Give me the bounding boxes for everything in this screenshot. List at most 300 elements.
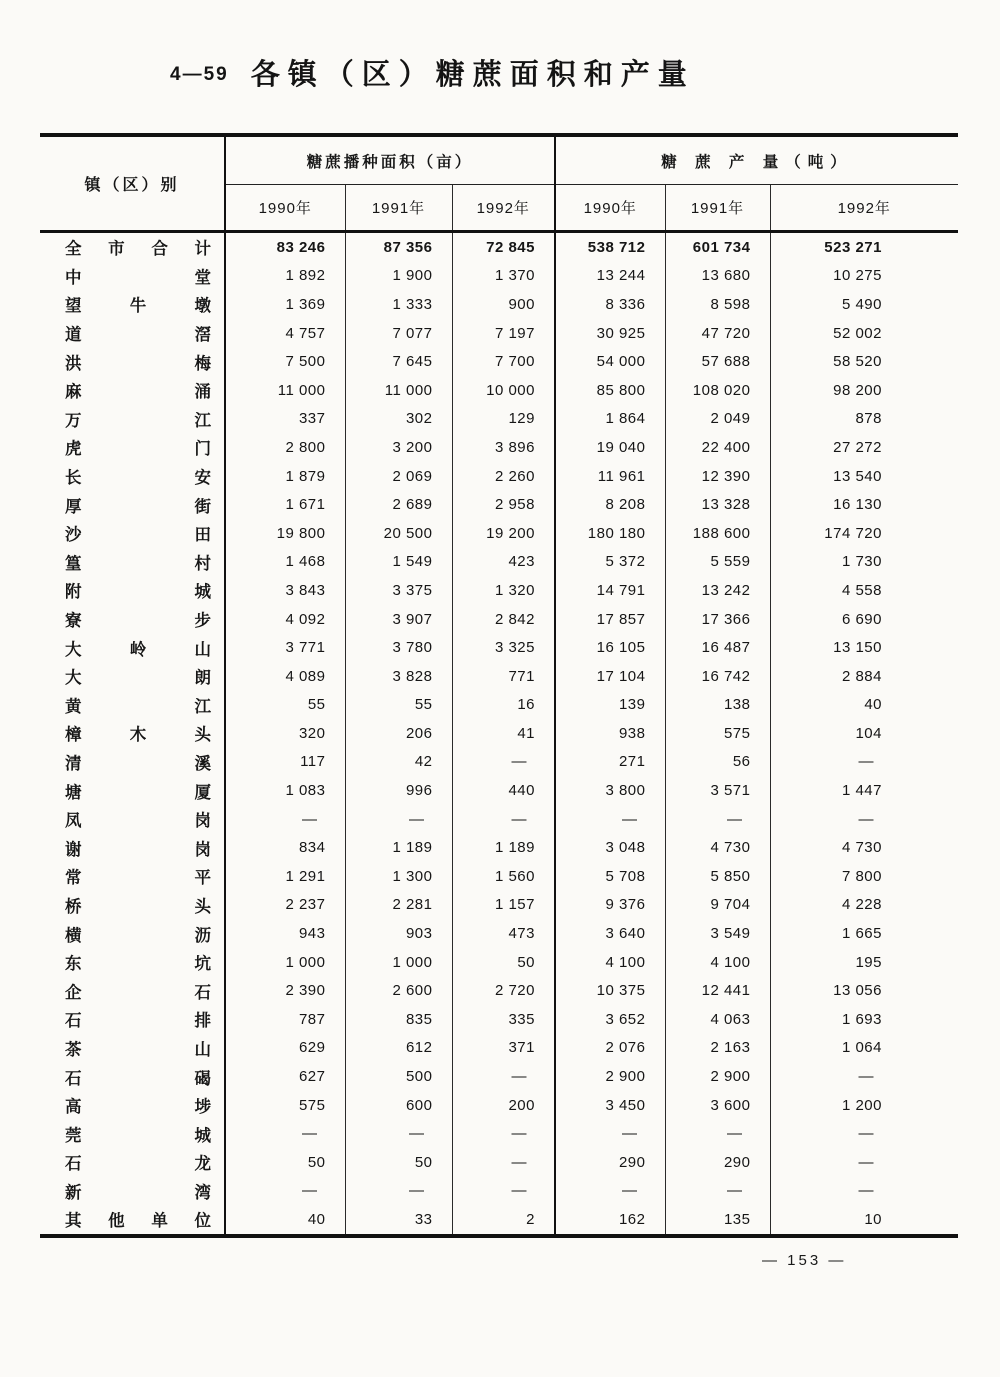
value-cell: 7 645	[345, 347, 452, 376]
value-cell: 1 000	[225, 948, 345, 977]
town-name	[40, 719, 225, 748]
town-name	[40, 433, 225, 462]
town-name	[40, 490, 225, 519]
table-row	[40, 462, 958, 491]
value-cell: 2 163	[665, 1034, 770, 1063]
value-cell: 440	[452, 776, 555, 805]
value-cell: 1 369	[225, 290, 345, 319]
value-cell: 16 130	[833, 496, 882, 514]
year-header: 1991年	[665, 185, 770, 232]
town-name-text: 麻 涌	[65, 383, 211, 402]
table-row	[40, 1205, 958, 1236]
value-cell: 200	[452, 1091, 555, 1120]
town-name-text: 茶 山	[65, 1040, 211, 1059]
town-name-text: 黄 江	[65, 697, 211, 716]
value-cell: 7 197	[452, 319, 555, 348]
year-header: 1990年	[555, 185, 665, 232]
value-cell: 2 076	[555, 1034, 665, 1063]
value-cell: 2 958	[452, 490, 555, 519]
value-cell: 19 200	[452, 519, 555, 548]
town-name-text: 凤 岗	[65, 812, 211, 831]
town-name	[40, 776, 225, 805]
value-cell: 50	[225, 1148, 345, 1177]
value-cell: 10 275	[833, 267, 882, 285]
value-cell: 1 200	[841, 1096, 882, 1114]
town-name	[40, 1148, 225, 1177]
value-cell: —	[858, 810, 874, 828]
value-cell: 85 800	[555, 376, 665, 405]
value-cell: 538 712	[555, 232, 665, 262]
town-name-text: 石 龙	[65, 1155, 211, 1174]
value-cell: 575	[225, 1091, 345, 1120]
value-cell: —	[225, 1177, 345, 1206]
town-name	[40, 1034, 225, 1063]
value-cell: 27 272	[833, 438, 882, 456]
table-row	[40, 1148, 958, 1177]
value-cell: 72 845	[452, 232, 555, 262]
value-cell: 2 720	[452, 976, 555, 1005]
value-cell: 16	[452, 691, 555, 720]
value-cell: —	[858, 1182, 874, 1200]
town-name-text: 虎 门	[65, 440, 211, 459]
value-cell: 600	[345, 1091, 452, 1120]
table-row	[40, 1119, 958, 1148]
value-cell: 4 089	[225, 662, 345, 691]
value-cell: 1 189	[345, 833, 452, 862]
value-cell: —	[452, 1062, 555, 1091]
value-cell: 52 002	[833, 324, 882, 342]
value-cell: 2 260	[452, 462, 555, 491]
value-cell: 3 325	[452, 633, 555, 662]
table-row	[40, 862, 958, 891]
town-name-text: 望 牛 墩	[65, 297, 211, 316]
table-header	[40, 135, 958, 232]
value-cell: —	[665, 805, 770, 834]
table-row	[40, 891, 958, 920]
value-cell: 4 100	[665, 948, 770, 977]
value-cell: 17 366	[665, 605, 770, 634]
value-cell: —	[555, 1119, 665, 1148]
value-cell: 3 896	[452, 433, 555, 462]
value-cell: 601 734	[665, 232, 770, 262]
value-cell: 11 961	[555, 462, 665, 491]
town-name-text: 新 湾	[65, 1183, 211, 1202]
value-cell: —	[452, 1148, 555, 1177]
table-row	[40, 833, 958, 862]
value-cell: 4 228	[841, 896, 882, 914]
value-cell: 337	[225, 405, 345, 434]
value-cell: —	[225, 805, 345, 834]
value-cell: 3 800	[555, 776, 665, 805]
value-cell: —	[555, 1177, 665, 1206]
table-row	[40, 662, 958, 691]
town-name-text: 洪 梅	[65, 354, 211, 373]
town-name	[40, 862, 225, 891]
town-name	[40, 948, 225, 977]
value-cell: —	[452, 805, 555, 834]
value-cell: 41	[452, 719, 555, 748]
value-cell: 302	[345, 405, 452, 434]
value-cell: 8 336	[555, 290, 665, 319]
value-cell: 1 665	[841, 925, 882, 943]
town-name-text: 全 市 合 计	[65, 240, 211, 259]
value-cell: 56	[665, 748, 770, 777]
value-cell: 1 879	[225, 462, 345, 491]
value-cell: 5 490	[841, 295, 882, 313]
table-row	[40, 290, 958, 319]
town-name	[40, 1005, 225, 1034]
value-cell: 87 356	[345, 232, 452, 262]
value-cell: 2 900	[555, 1062, 665, 1091]
value-cell: 3 048	[555, 833, 665, 862]
value-cell: 12 441	[665, 976, 770, 1005]
value-cell: 2 884	[841, 667, 882, 685]
town-name	[40, 805, 225, 834]
town-name-text: 长 安	[65, 469, 211, 488]
value-cell: —	[452, 1119, 555, 1148]
value-cell: 1 730	[841, 553, 882, 571]
value-cell: 320	[225, 719, 345, 748]
value-cell: 2 281	[345, 891, 452, 920]
value-cell: 1 333	[345, 290, 452, 319]
value-cell: 271	[555, 748, 665, 777]
table-row	[40, 691, 958, 720]
value-cell: 47 720	[665, 319, 770, 348]
value-cell: 10	[864, 1210, 882, 1228]
value-cell: 3 652	[555, 1005, 665, 1034]
town-name-text: 樟 木 头	[65, 726, 211, 745]
town-name	[40, 976, 225, 1005]
town-name	[40, 232, 225, 262]
value-cell: 1 320	[452, 576, 555, 605]
group-header-output: 糖 蔗 产 量（吨）	[555, 135, 958, 185]
value-cell: —	[858, 1068, 874, 1086]
value-cell: 11 000	[345, 376, 452, 405]
table-number: 4—59	[170, 64, 229, 85]
value-cell: 139	[555, 691, 665, 720]
value-cell: 1 064	[841, 1039, 882, 1057]
town-name-text: 莞 城	[65, 1126, 211, 1145]
value-cell: 3 200	[345, 433, 452, 462]
value-cell: 13 680	[665, 262, 770, 291]
group-header-row	[40, 135, 958, 185]
value-cell: —	[858, 1125, 874, 1143]
value-cell: 943	[225, 919, 345, 948]
value-cell: 42	[345, 748, 452, 777]
town-name-text: 道 滘	[65, 326, 211, 345]
value-cell: 13 328	[665, 490, 770, 519]
value-cell: 4 558	[841, 581, 882, 599]
value-cell: 878	[855, 410, 882, 428]
value-cell: 996	[345, 776, 452, 805]
value-cell: 58 520	[833, 353, 882, 371]
value-cell: 16 105	[555, 633, 665, 662]
value-cell: 903	[345, 919, 452, 948]
town-name-text: 大 朗	[65, 669, 211, 688]
value-cell: —	[345, 1177, 452, 1206]
town-name	[40, 462, 225, 491]
value-cell: 9 704	[665, 891, 770, 920]
table-row	[40, 1034, 958, 1063]
value-cell: 2 842	[452, 605, 555, 634]
table-row	[40, 633, 958, 662]
value-cell: 138	[665, 691, 770, 720]
value-cell: 575	[665, 719, 770, 748]
table-row	[40, 490, 958, 519]
value-cell: 2 900	[665, 1062, 770, 1091]
town-name-text: 大 岭 山	[65, 640, 211, 659]
year-header: 1992年	[452, 185, 555, 232]
town-name	[40, 290, 225, 319]
value-cell: 835	[345, 1005, 452, 1034]
value-cell: 4 730	[841, 839, 882, 857]
value-cell: 1 671	[225, 490, 345, 519]
value-cell: 2 049	[665, 405, 770, 434]
value-cell: 3 907	[345, 605, 452, 634]
value-cell: 2 689	[345, 490, 452, 519]
value-cell: 14 791	[555, 576, 665, 605]
value-cell: 335	[452, 1005, 555, 1034]
statistics-table	[40, 133, 958, 1238]
town-name-text: 寮 步	[65, 612, 211, 631]
table-row	[40, 1091, 958, 1120]
value-cell: 4 092	[225, 605, 345, 634]
value-cell: 17 857	[555, 605, 665, 634]
value-cell: 3 549	[665, 919, 770, 948]
town-name-text: 谢 岗	[65, 840, 211, 859]
value-cell: 5 372	[555, 548, 665, 577]
value-cell: 57 688	[665, 347, 770, 376]
table-row	[40, 919, 958, 948]
value-cell: 2 069	[345, 462, 452, 491]
town-name-text: 附 城	[65, 583, 211, 602]
town-name-text: 石 排	[65, 1012, 211, 1031]
value-cell: —	[452, 748, 555, 777]
town-name	[40, 376, 225, 405]
town-name-text: 清 溪	[65, 754, 211, 773]
town-name	[40, 1177, 225, 1206]
value-cell: 7 700	[452, 347, 555, 376]
table-row	[40, 1062, 958, 1091]
value-cell: 1 000	[345, 948, 452, 977]
value-cell: 290	[555, 1148, 665, 1177]
value-cell: 1 370	[452, 262, 555, 291]
value-cell: 629	[225, 1034, 345, 1063]
value-cell: 1 900	[345, 262, 452, 291]
year-header: 1991年	[345, 185, 452, 232]
town-name	[40, 519, 225, 548]
town-name-text: 厚 街	[65, 497, 211, 516]
value-cell: 50	[345, 1148, 452, 1177]
table-row	[40, 976, 958, 1005]
group-header-area: 糖蔗播种面积（亩）	[225, 135, 555, 185]
town-name	[40, 633, 225, 662]
town-name-text: 沙 田	[65, 526, 211, 545]
value-cell: 55	[225, 691, 345, 720]
value-cell: 523 271	[824, 238, 882, 256]
value-cell: 1 083	[225, 776, 345, 805]
value-cell: —	[345, 1119, 452, 1148]
town-name	[40, 748, 225, 777]
row-label-header: 镇（区）别	[40, 135, 225, 232]
value-cell: 13 540	[833, 467, 882, 485]
value-cell: 33	[345, 1205, 452, 1236]
year-header: 1990年	[225, 185, 345, 232]
value-cell: 290	[665, 1148, 770, 1177]
table-row	[40, 1005, 958, 1034]
value-cell: 16 742	[665, 662, 770, 691]
value-cell: 3 600	[665, 1091, 770, 1120]
value-cell: 4 730	[665, 833, 770, 862]
value-cell: 1 549	[345, 548, 452, 577]
value-cell: 83 246	[225, 232, 345, 262]
table-body	[40, 232, 958, 1236]
value-cell: —	[555, 805, 665, 834]
value-cell: 135	[665, 1205, 770, 1236]
value-cell: 2 800	[225, 433, 345, 462]
table-row	[40, 719, 958, 748]
table-row	[40, 805, 958, 834]
value-cell: 162	[555, 1205, 665, 1236]
value-cell: —	[452, 1177, 555, 1206]
town-name	[40, 1062, 225, 1091]
value-cell: 22 400	[665, 433, 770, 462]
total-row	[40, 232, 958, 262]
town-name	[40, 1091, 225, 1120]
table-row	[40, 262, 958, 291]
value-cell: 7 800	[841, 867, 882, 885]
value-cell: 4 757	[225, 319, 345, 348]
value-cell: 612	[345, 1034, 452, 1063]
value-cell: 10 000	[452, 376, 555, 405]
value-cell: 3 843	[225, 576, 345, 605]
value-cell: 13 242	[665, 576, 770, 605]
table-row	[40, 605, 958, 634]
value-cell: 12 390	[665, 462, 770, 491]
table-row	[40, 576, 958, 605]
page-title: 各镇（区）糖蔗面积和产量	[250, 59, 695, 91]
value-cell: 16 487	[665, 633, 770, 662]
value-cell: 13 244	[555, 262, 665, 291]
value-cell: 4 100	[555, 948, 665, 977]
value-cell: 5 559	[665, 548, 770, 577]
value-cell: 423	[452, 548, 555, 577]
value-cell: 3 828	[345, 662, 452, 691]
table-row	[40, 748, 958, 777]
value-cell: 5 708	[555, 862, 665, 891]
value-cell: 54 000	[555, 347, 665, 376]
value-cell: 1 560	[452, 862, 555, 891]
value-cell: 627	[225, 1062, 345, 1091]
value-cell: 1 693	[841, 1010, 882, 1028]
town-name	[40, 833, 225, 862]
value-cell: 5 850	[665, 862, 770, 891]
table-row	[40, 548, 958, 577]
table-row	[40, 405, 958, 434]
value-cell: 500	[345, 1062, 452, 1091]
value-cell: 900	[452, 290, 555, 319]
value-cell: 9 376	[555, 891, 665, 920]
town-name-text: 高 埗	[65, 1098, 211, 1117]
town-name	[40, 662, 225, 691]
value-cell: 8 598	[665, 290, 770, 319]
value-cell: 17 104	[555, 662, 665, 691]
table-row	[40, 948, 958, 977]
value-cell: 195	[855, 953, 882, 971]
value-cell: 129	[452, 405, 555, 434]
table-row	[40, 347, 958, 376]
value-cell: 371	[452, 1034, 555, 1063]
value-cell: 180 180	[555, 519, 665, 548]
value-cell: 6 690	[841, 610, 882, 628]
value-cell: 1 157	[452, 891, 555, 920]
value-cell: —	[225, 1119, 345, 1148]
town-name	[40, 548, 225, 577]
town-name	[40, 319, 225, 348]
value-cell: 3 780	[345, 633, 452, 662]
value-cell: 10 375	[555, 976, 665, 1005]
town-name	[40, 576, 225, 605]
town-name	[40, 605, 225, 634]
value-cell: 98 200	[833, 381, 882, 399]
value-cell: 1 300	[345, 862, 452, 891]
value-cell: 3 571	[665, 776, 770, 805]
value-cell: 3 450	[555, 1091, 665, 1120]
table-row	[40, 1177, 958, 1206]
table-row	[40, 319, 958, 348]
value-cell: —	[858, 1153, 874, 1171]
value-cell: 19 040	[555, 433, 665, 462]
town-name	[40, 405, 225, 434]
town-name	[40, 891, 225, 920]
town-name-text: 常 平	[65, 869, 211, 888]
town-name-text: 篁 村	[65, 554, 211, 573]
value-cell: 117	[225, 748, 345, 777]
value-cell: 13 056	[833, 982, 882, 1000]
value-cell: 473	[452, 919, 555, 948]
value-cell: 104	[855, 724, 882, 742]
value-cell: 1 189	[452, 833, 555, 862]
table-row	[40, 776, 958, 805]
value-cell: 1 864	[555, 405, 665, 434]
value-cell: 206	[345, 719, 452, 748]
town-name-text: 其 他 单 位	[65, 1212, 211, 1231]
town-name-text: 企 石	[65, 983, 211, 1002]
town-name-text: 横 沥	[65, 926, 211, 945]
town-name-text: 中 堂	[65, 268, 211, 287]
town-name-text: 万 江	[65, 411, 211, 430]
value-cell: 174 720	[824, 524, 882, 542]
table-row	[40, 376, 958, 405]
value-cell: 2	[452, 1205, 555, 1236]
value-cell: 188 600	[665, 519, 770, 548]
value-cell: 787	[225, 1005, 345, 1034]
town-name	[40, 919, 225, 948]
value-cell: 50	[452, 948, 555, 977]
value-cell: 2 237	[225, 891, 345, 920]
page-number: — 153 —	[762, 1252, 847, 1269]
value-cell: —	[858, 753, 874, 771]
table-row	[40, 433, 958, 462]
table-row	[40, 519, 958, 548]
value-cell: 3 640	[555, 919, 665, 948]
town-name-text: 石 碣	[65, 1069, 211, 1088]
value-cell: —	[345, 805, 452, 834]
value-cell: 2 390	[225, 976, 345, 1005]
town-name	[40, 262, 225, 291]
value-cell: 3 771	[225, 633, 345, 662]
table-title-row	[170, 52, 695, 93]
